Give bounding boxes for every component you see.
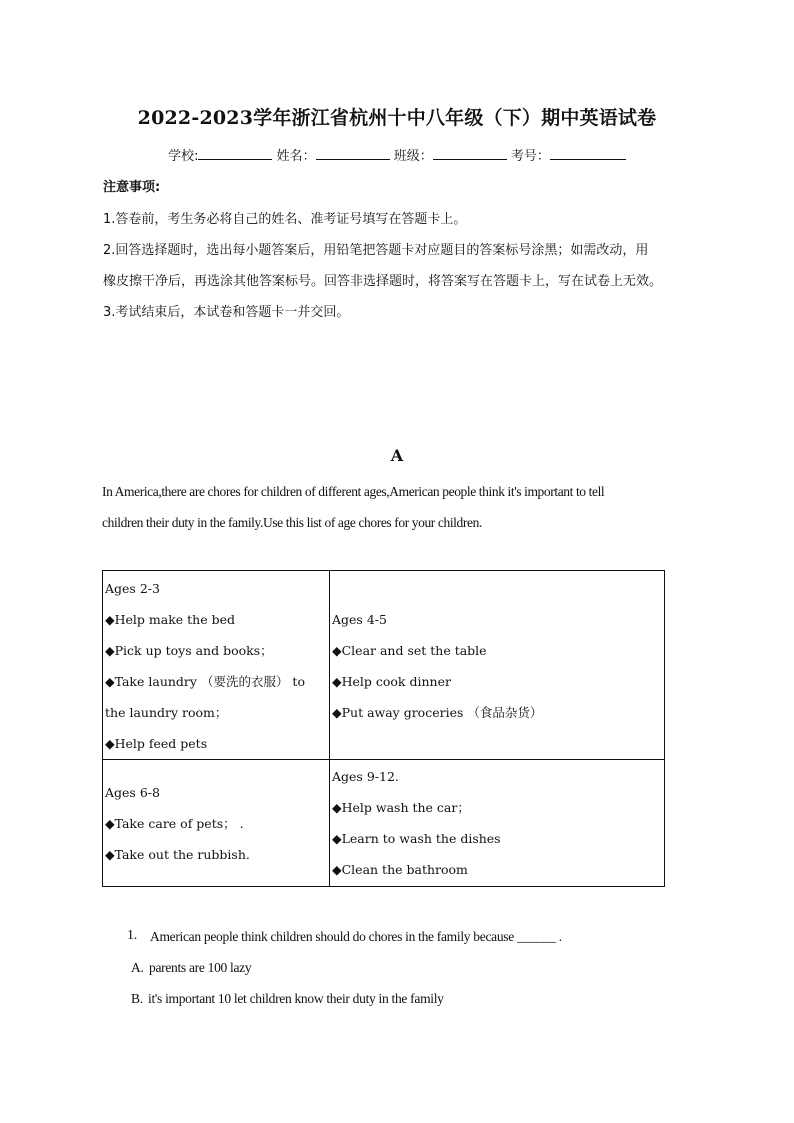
- cell-line: Ages 9-12.: [332, 769, 399, 784]
- option-letter: A.: [131, 960, 144, 975]
- cell-line: ◆Help feed pets: [105, 736, 208, 751]
- exam-number-label: 考号：: [510, 149, 550, 164]
- cell-line: ◆Help cook dinner: [332, 674, 451, 689]
- cell-line: ◆Take care of pets； .: [105, 816, 244, 831]
- cell-line: ◆Clean the bathroom: [332, 862, 468, 877]
- table-cell-ages-6-8: [103, 760, 330, 887]
- cell-line: ◆Help wash the car；: [332, 800, 470, 815]
- passage-line: children their duty in the family.Use this list of age chores for your children.: [102, 515, 482, 530]
- cell-line: ◆Learn to wash the dishes: [332, 831, 501, 846]
- notes-heading: 注意事项:: [103, 180, 161, 195]
- name-blank: [316, 147, 390, 160]
- question-stem: American people think children should do chores in the family because ______ .: [150, 929, 562, 944]
- cell-line: ◆Take out the rubbish.: [105, 847, 250, 862]
- cell-line: the laundry room；: [105, 705, 228, 720]
- school-label: 学校:: [168, 149, 199, 164]
- name-label: 姓名：: [276, 149, 316, 164]
- option-text: it's important 10 let children know their duty in the family: [148, 991, 444, 1006]
- cell-line: Ages 2-3: [105, 581, 160, 596]
- cell-line: Ages 4-5: [332, 612, 387, 627]
- note-item: 1.答卷前，考生务必将自己的姓名、准考证号填写在答题卡上。: [103, 212, 467, 227]
- table-cell-ages-9-12: [330, 760, 665, 887]
- cell-line: ◆Put away groceries （食品杂货）: [332, 705, 543, 720]
- question-number: 1.: [127, 928, 137, 943]
- cell-line: ◆Clear and set the table: [332, 643, 487, 658]
- table-row: [103, 571, 665, 760]
- chores-table: [102, 570, 665, 887]
- note-item: 橡皮擦干净后，再选涂其他答案标号。回答非选择题时，将答案写在答题卡上，写在试卷上无效。: [103, 274, 663, 289]
- passage-line: In America,there are chores for children of different ages,American people think it's important to tell: [102, 484, 605, 499]
- page-title: 2022-2023学年浙江省杭州十中八年级（下）期中英语试卷: [137, 107, 657, 129]
- note-item: 2.回答选择题时，选出每小题答案后，用铅笔把答题卡对应题目的答案标号涂黑；如需改动，用: [103, 243, 649, 258]
- table-cell-ages-4-5: [330, 571, 665, 760]
- school-blank: [198, 147, 272, 160]
- option-letter: B.: [131, 991, 143, 1006]
- cell-line: Ages 6-8: [105, 785, 160, 800]
- cell-line: ◆Take laundry （要洗的衣服） to: [105, 674, 305, 689]
- cell-line: ◆Help make the bed: [105, 612, 235, 627]
- table-row: [103, 760, 665, 887]
- option-text: parents are 100 lazy: [149, 960, 252, 975]
- class-label: 班级：: [393, 149, 433, 164]
- cell-line: ◆Pick up toys and books；: [105, 643, 273, 658]
- note-item: 3.考试结束后，本试卷和答题卡一并交回。: [103, 305, 350, 320]
- class-blank: [433, 147, 507, 160]
- section-heading: A: [390, 446, 404, 465]
- student-info-line: [0, 145, 794, 164]
- table-cell-ages-2-3: [103, 571, 330, 760]
- exam-number-blank: [550, 147, 626, 160]
